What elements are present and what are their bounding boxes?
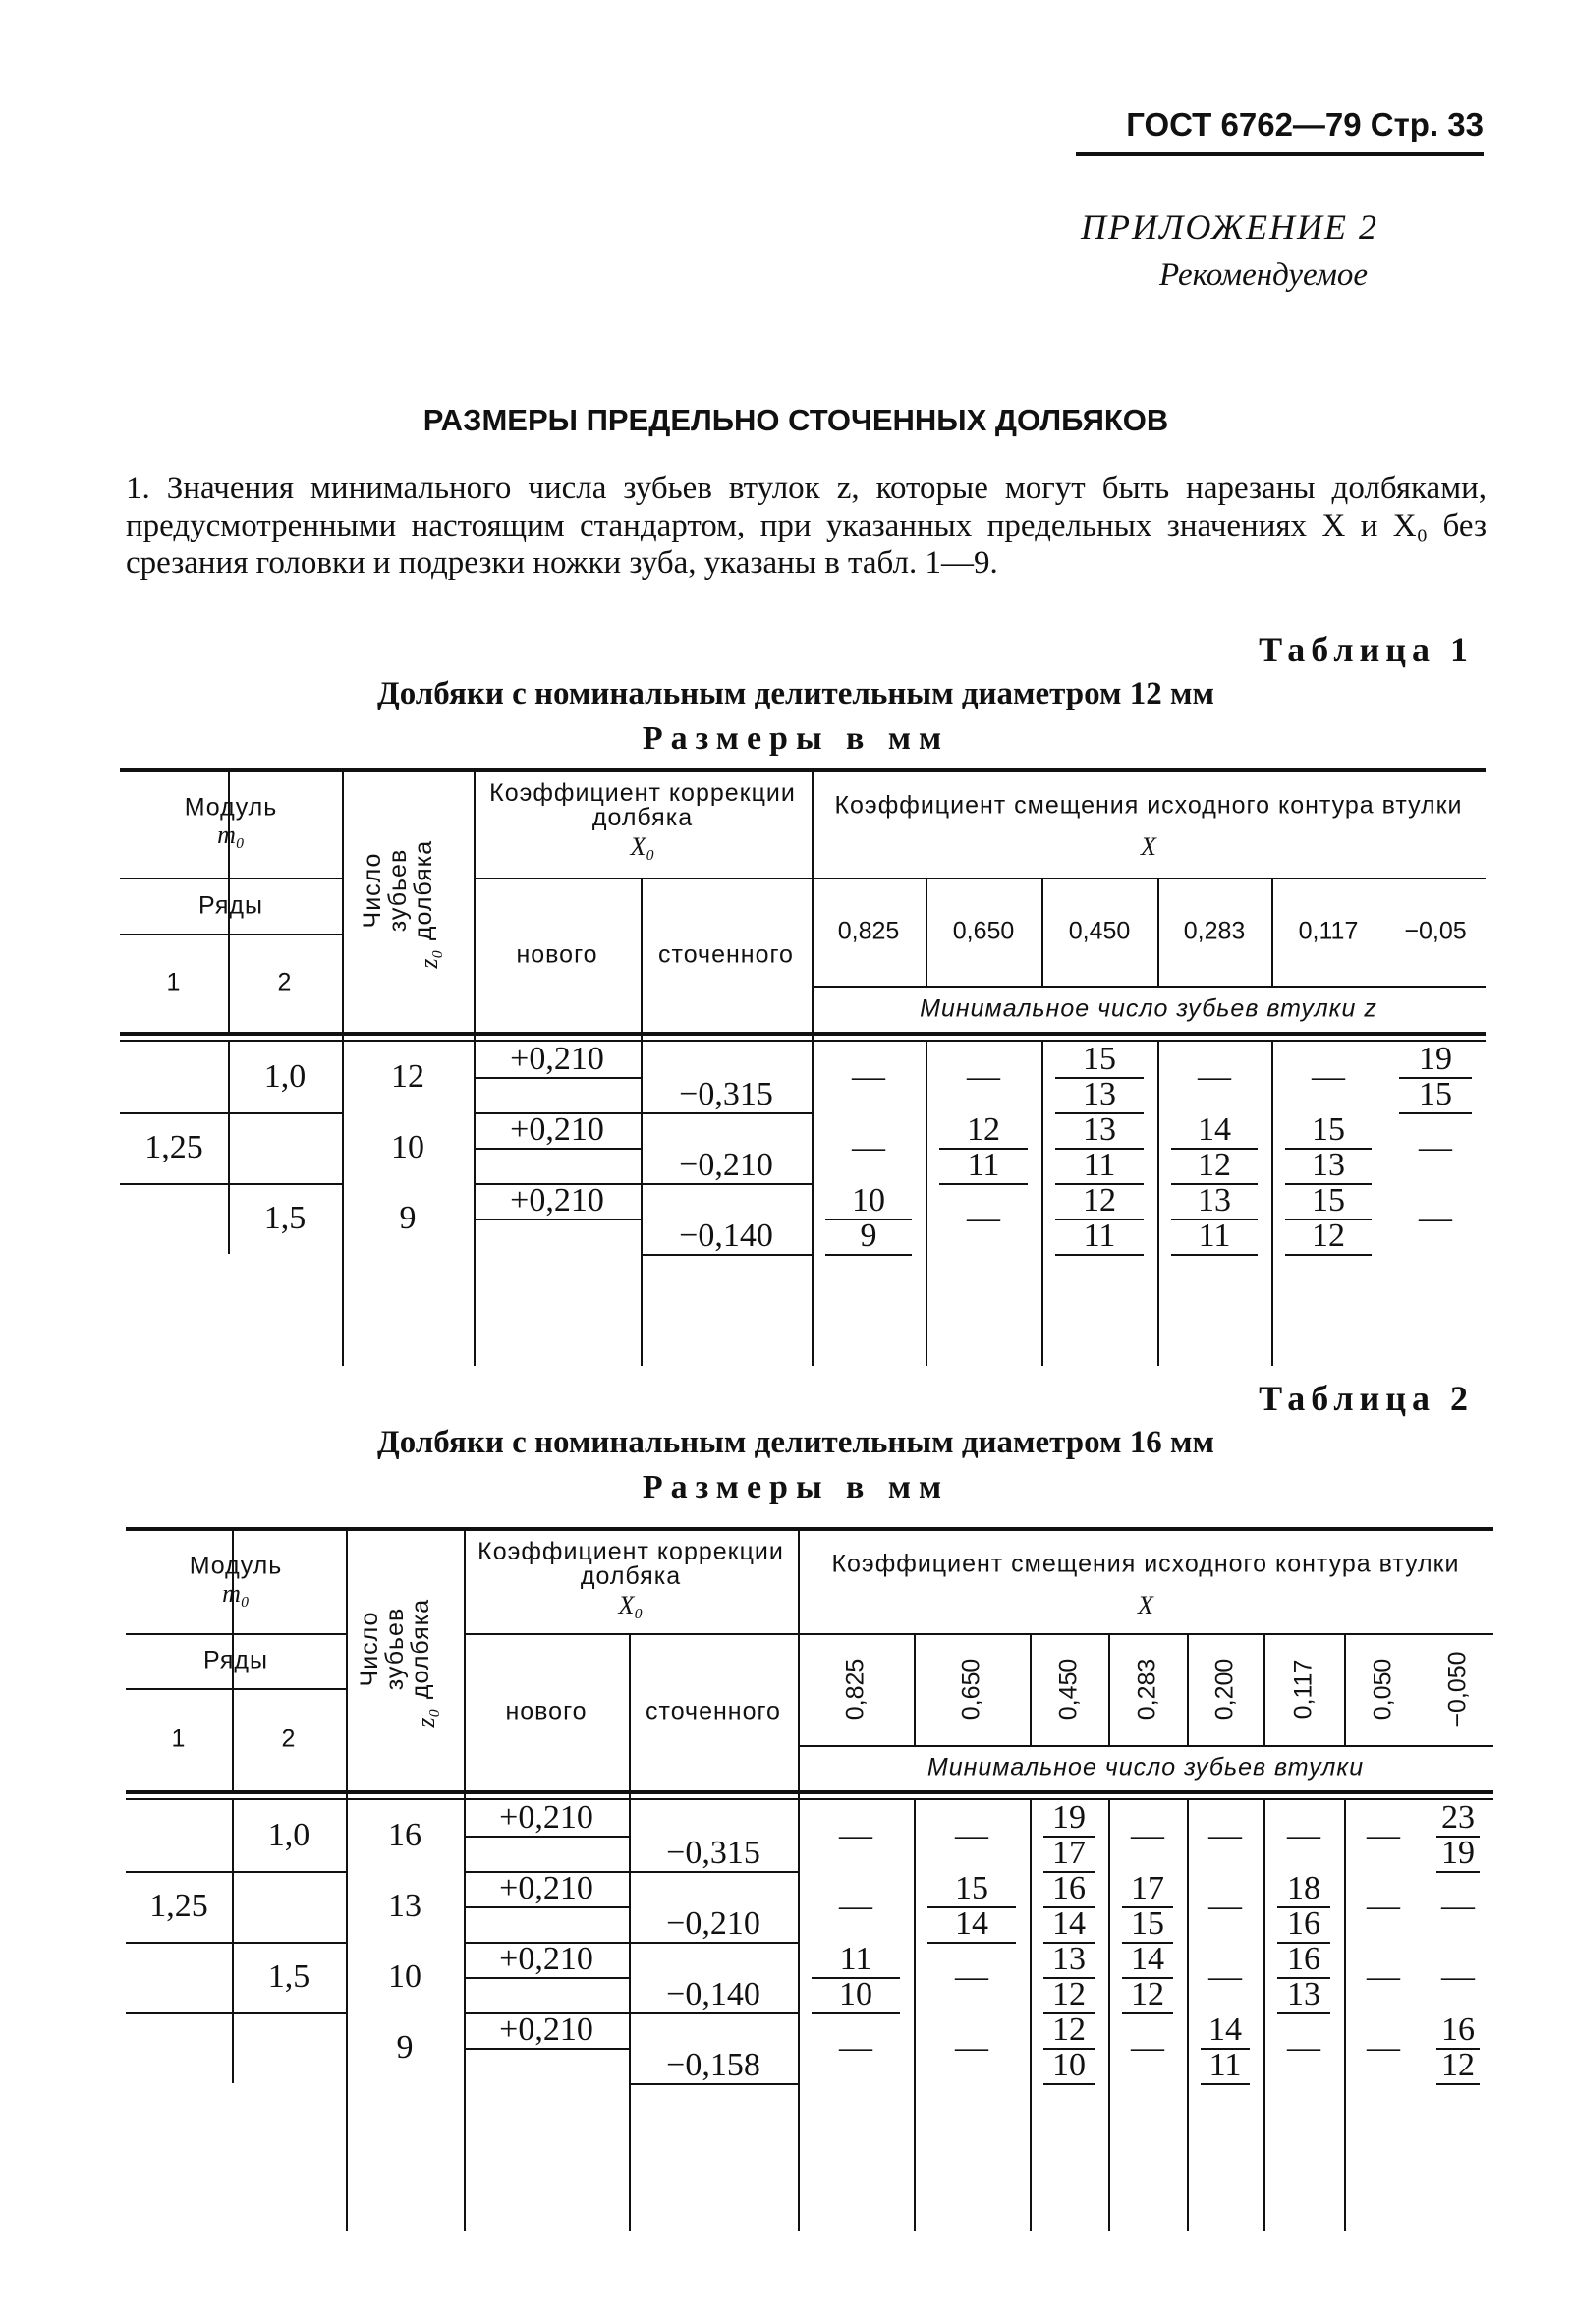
min-teeth-new: 23 xyxy=(1441,1799,1475,1836)
min-teeth-worn: 14 xyxy=(955,1905,988,1942)
x-value-header: −0,05 xyxy=(1404,917,1467,945)
min-teeth-worn: 9 xyxy=(860,1218,877,1254)
row2-value: 1,5 xyxy=(267,1958,310,1995)
header-rule xyxy=(120,878,342,879)
min-teeth-value: — xyxy=(955,1817,988,1853)
column-line xyxy=(1344,1800,1346,2231)
column-line xyxy=(1344,1633,1346,1745)
x-value-header: 0,283 xyxy=(1133,1658,1161,1721)
min-teeth-value: — xyxy=(955,2029,988,2066)
min-teeth-value: — xyxy=(1198,1058,1231,1095)
min-teeth-worn: 12 xyxy=(1052,1976,1086,2012)
header-bottom-rule xyxy=(126,1790,1493,1794)
min-teeth-worn: 14 xyxy=(1052,1905,1086,1942)
row-rule xyxy=(120,1112,342,1114)
table2-units: Размеры в мм xyxy=(642,1469,950,1505)
min-teeth-worn: 16 xyxy=(1287,1905,1320,1942)
column-line xyxy=(926,878,927,986)
table-top-rule xyxy=(120,768,1486,772)
rows-header: Ряды xyxy=(203,1646,268,1674)
header-rule xyxy=(798,1633,1493,1635)
x-value-header: 0,050 xyxy=(1369,1658,1397,1721)
min-teeth-new: 12 xyxy=(1052,2012,1086,2048)
min-teeth-worn: 15 xyxy=(1419,1076,1452,1112)
teeth-symbol: z₀ xyxy=(415,949,443,969)
min-teeth-new: 19 xyxy=(1052,1799,1086,1836)
row2-header: 2 xyxy=(281,1725,297,1753)
min-teeth-value: — xyxy=(1131,1817,1164,1853)
x-value-header: −0,050 xyxy=(1443,1651,1472,1728)
column-line xyxy=(629,1633,631,2231)
row-rule xyxy=(126,1942,346,1944)
new-value: +0,210 xyxy=(499,1799,593,1836)
shift-symbol: X xyxy=(1141,832,1156,861)
column-line xyxy=(1108,1633,1110,1745)
shift-symbol: X xyxy=(1138,1591,1153,1619)
modul-symbol: m₀ xyxy=(217,821,245,849)
worn-value: −0,210 xyxy=(679,1147,773,1183)
x-value-header: 0,283 xyxy=(1183,917,1246,945)
column-line xyxy=(228,1183,230,1254)
min-teeth-worn: 11 xyxy=(1198,1218,1231,1254)
column-line xyxy=(342,768,344,1366)
x-value-header: 0,825 xyxy=(841,1658,870,1721)
min-teeth-new: 12 xyxy=(1083,1182,1116,1219)
worn-header: сточенного xyxy=(658,940,794,968)
column-line xyxy=(232,1942,234,2012)
column-line xyxy=(1030,1633,1032,1745)
min-teeth-value: — xyxy=(1208,1958,1242,1995)
correction-header: Коэффициент коррекции долбяка xyxy=(477,1538,784,1590)
min-teeth-new: 19 xyxy=(1419,1041,1452,1077)
min-teeth-worn: 10 xyxy=(1052,2047,1086,2083)
table2-label: Таблица 2 xyxy=(1259,1379,1474,1418)
row2-value: 1,0 xyxy=(263,1058,307,1095)
min-teeth-new: 14 xyxy=(1131,1941,1164,1977)
new-value: +0,210 xyxy=(510,1041,604,1077)
modul-symbol: m₀ xyxy=(222,1579,250,1608)
column-line xyxy=(228,1112,230,1183)
table1-title: Долбяки с номинальным делительным диаметром 12 мм xyxy=(377,676,1214,711)
header-bottom-rule xyxy=(120,1040,1486,1042)
column-line xyxy=(641,878,643,1366)
min-teeth-worn: 11 xyxy=(1083,1147,1116,1183)
teeth-value: 9 xyxy=(399,1200,417,1236)
x-value-header: 0,117 xyxy=(1289,1659,1318,1720)
column-line xyxy=(1263,1800,1265,2231)
column-line xyxy=(232,2012,234,2083)
new-header: нового xyxy=(516,940,598,968)
min-teeth-new: 14 xyxy=(1208,2012,1242,2048)
rows-header: Ряды xyxy=(198,891,263,919)
correction-symbol: X₀ xyxy=(630,832,655,861)
row-rule xyxy=(126,2012,346,2014)
new-value: +0,210 xyxy=(499,2012,593,2048)
header-rule xyxy=(120,934,342,935)
column-line xyxy=(914,1633,916,1745)
min-teeth-value: — xyxy=(1441,1888,1475,1924)
min-teeth-new: 13 xyxy=(1083,1111,1116,1148)
min-teeth-new: 16 xyxy=(1441,2012,1475,2048)
modul-header: Модуль xyxy=(189,1552,283,1580)
column-line xyxy=(1108,1800,1110,2231)
min-teeth-new: 16 xyxy=(1052,1870,1086,1906)
new-value: +0,210 xyxy=(499,1870,593,1906)
min-teeth-value: — xyxy=(1131,2029,1164,2066)
min-teeth-worn: 11 xyxy=(967,1147,1000,1183)
header-rule xyxy=(812,878,1486,879)
header-rule xyxy=(464,1633,798,1635)
column-line xyxy=(232,1688,234,1790)
teeth-header: Число зубьев долбяка xyxy=(359,839,437,941)
min-teeth-value: — xyxy=(1419,1200,1452,1236)
shift-header: Коэффициент смещения исходного контура втулки xyxy=(831,1550,1460,1578)
header-bottom-rule xyxy=(126,1798,1493,1800)
min-teeth-worn: 12 xyxy=(1131,1976,1164,2012)
min-teeth-worn: 11 xyxy=(1208,2047,1242,2083)
new-value: +0,210 xyxy=(499,1941,593,1977)
min-teeth-value: — xyxy=(1441,1958,1475,1995)
header-rule xyxy=(474,878,812,879)
min-teeth-value: — xyxy=(1367,1888,1400,1924)
min-teeth-worn: 11 xyxy=(1083,1218,1116,1254)
teeth-symbol: z₀ xyxy=(412,1708,440,1728)
table1-label: Таблица 1 xyxy=(1259,630,1474,669)
teeth-value: 10 xyxy=(391,1129,424,1165)
min-teeth-worn: 13 xyxy=(1287,1976,1320,2012)
table2-title: Долбяки с номинальным делительным диаметром 16 мм xyxy=(377,1425,1214,1460)
column-line xyxy=(1041,1042,1043,1366)
min-teeth-worn: 10 xyxy=(839,1976,872,2012)
min-teeth-value: — xyxy=(852,1129,885,1165)
min-teeth-value: — xyxy=(967,1058,1000,1095)
row2-header: 2 xyxy=(277,968,293,996)
modul-header: Модуль xyxy=(184,793,278,822)
min-teeth-value: — xyxy=(955,1958,988,1995)
worn-value: −0,210 xyxy=(666,1905,760,1942)
min-teeth-worn: 12 xyxy=(1312,1218,1345,1254)
row1-value: 1,25 xyxy=(149,1888,208,1924)
min-teeth-value: — xyxy=(967,1200,1000,1236)
min-teeth-value: — xyxy=(1287,2029,1320,2066)
min-teeth-value: — xyxy=(1367,2029,1400,2066)
min-teeth-new: 11 xyxy=(839,1941,872,1977)
min-teeth-new: 14 xyxy=(1198,1111,1231,1148)
row2-value: 1,0 xyxy=(267,1817,310,1853)
min-teeth-new: 12 xyxy=(967,1111,1000,1148)
min-teeth-value: — xyxy=(1287,1817,1320,1853)
min-teeth-new: 15 xyxy=(1312,1111,1345,1148)
teeth-value: 9 xyxy=(396,2029,414,2066)
teeth-value: 16 xyxy=(388,1817,421,1853)
min-teeth-value: — xyxy=(852,1058,885,1095)
row-rule xyxy=(126,1871,346,1873)
column-line xyxy=(914,1800,916,2231)
table-top-rule xyxy=(126,1527,1493,1531)
column-line xyxy=(346,1527,348,2231)
appendix-subtitle: Рекомендуемое xyxy=(1159,257,1369,293)
document-title: РАЗМЕРЫ ПРЕДЕЛЬНО СТОЧЕННЫХ ДОЛБЯКОВ xyxy=(422,403,1169,437)
column-line xyxy=(926,1042,927,1366)
x-value-header: 0,825 xyxy=(837,917,900,945)
worn-value: −0,315 xyxy=(679,1076,773,1112)
column-line xyxy=(474,768,476,1366)
min-teeth-worn: 13 xyxy=(1312,1147,1345,1183)
column-line xyxy=(1271,1042,1273,1366)
worn-header: сточенного xyxy=(646,1697,781,1726)
min-teeth-new: 13 xyxy=(1052,1941,1086,1977)
header-rule xyxy=(126,1688,346,1690)
teeth-value: 13 xyxy=(388,1888,421,1924)
x-value-header: 0,650 xyxy=(952,917,1015,945)
teeth-header: Число зубьев долбяка xyxy=(356,1598,434,1700)
shift-header: Коэффициент смещения исходного контура втулки xyxy=(834,791,1463,820)
min-teeth-new: 18 xyxy=(1287,1870,1320,1906)
min-teeth-new: 15 xyxy=(1083,1041,1116,1077)
column-line xyxy=(1263,1633,1265,1745)
min-teeth-worn: 17 xyxy=(1052,1835,1086,1871)
column-line xyxy=(1157,878,1159,986)
column-line xyxy=(812,768,814,1366)
min-teeth-value: — xyxy=(1367,1958,1400,1995)
teeth-value: 10 xyxy=(388,1958,421,1995)
correction-header: Коэффициент коррекции долбяка xyxy=(489,779,796,831)
min-teeth-value: — xyxy=(1208,1888,1242,1924)
worn-value: −0,140 xyxy=(666,1976,760,2012)
x-value-header: 0,117 xyxy=(1298,917,1359,945)
x-value-header: 0,650 xyxy=(957,1658,985,1721)
correction-symbol: X₀ xyxy=(618,1591,644,1619)
x-value-header: 0,200 xyxy=(1210,1658,1239,1721)
worn-value: −0,158 xyxy=(666,2047,760,2083)
row1-header: 1 xyxy=(166,968,182,996)
min-teeth-value: — xyxy=(1419,1129,1452,1165)
min-teeth-value: — xyxy=(839,1888,872,1924)
column-line xyxy=(228,934,230,1032)
header-bottom-rule xyxy=(120,1032,1486,1036)
column-line xyxy=(232,1871,234,1942)
min-teeth-value: — xyxy=(839,2029,872,2066)
min-teeth-worn: 15 xyxy=(1131,1905,1164,1942)
min-teeth-header: Минимальное число зубьев втулки xyxy=(926,1753,1365,1782)
header-rule xyxy=(126,1633,346,1635)
new-value: +0,210 xyxy=(510,1111,604,1148)
new-value: +0,210 xyxy=(510,1182,604,1219)
intro-paragraph: 1. Значения минимального числа зубьев втулок z, которые могут быть нарезаны долбяками, предусмотренными настоящим стандартом, при указанных предельных значениях X и X₀ без срезания головки и подрезки ножки зуба, указаны в табл. 1—9. xyxy=(126,471,1487,581)
min-teeth-worn: 12 xyxy=(1198,1147,1231,1183)
min-teeth-value: — xyxy=(1367,1817,1400,1853)
row-rule xyxy=(120,1183,342,1185)
column-line xyxy=(1187,1633,1189,1745)
min-teeth-new: 17 xyxy=(1131,1870,1164,1906)
column-line xyxy=(1041,878,1043,986)
x-value-header: 0,450 xyxy=(1068,917,1131,945)
new-header: нового xyxy=(505,1697,588,1726)
worn-value: −0,315 xyxy=(666,1835,760,1871)
min-teeth-value: — xyxy=(1208,1817,1242,1853)
min-teeth-worn: 12 xyxy=(1441,2047,1475,2083)
table1-units: Размеры в мм xyxy=(642,720,950,757)
worn-value: −0,140 xyxy=(679,1218,773,1254)
column-line xyxy=(1187,1800,1189,2231)
min-teeth-new: 15 xyxy=(955,1870,988,1906)
column-line xyxy=(1271,878,1273,986)
min-teeth-header: Минимальное число зубьев втулки z xyxy=(920,994,1377,1022)
row1-header: 1 xyxy=(171,1725,187,1753)
header-rule xyxy=(1076,152,1484,156)
min-teeth-new: 13 xyxy=(1198,1182,1231,1219)
min-teeth-worn: 19 xyxy=(1441,1835,1475,1871)
min-teeth-worn: 13 xyxy=(1083,1076,1116,1112)
header-rule xyxy=(812,986,1486,988)
x-value-header: 0,450 xyxy=(1054,1658,1083,1721)
column-line xyxy=(232,1800,234,1871)
min-teeth-new: 10 xyxy=(852,1182,885,1219)
appendix-title: ПРИЛОЖЕНИЕ 2 xyxy=(1081,207,1378,247)
min-teeth-value: — xyxy=(839,1817,872,1853)
column-line xyxy=(228,1042,230,1112)
column-line xyxy=(1157,1042,1159,1366)
page-header: ГОСТ 6762—79 Стр. 33 xyxy=(1126,106,1484,142)
column-line xyxy=(1030,1800,1032,2231)
row2-value: 1,5 xyxy=(263,1200,307,1236)
header-rule xyxy=(798,1745,1493,1747)
teeth-value: 12 xyxy=(391,1058,424,1095)
row1-value: 1,25 xyxy=(144,1129,203,1165)
min-teeth-new: 16 xyxy=(1287,1941,1320,1977)
min-teeth-value: — xyxy=(1312,1058,1345,1095)
min-teeth-new: 15 xyxy=(1312,1182,1345,1219)
